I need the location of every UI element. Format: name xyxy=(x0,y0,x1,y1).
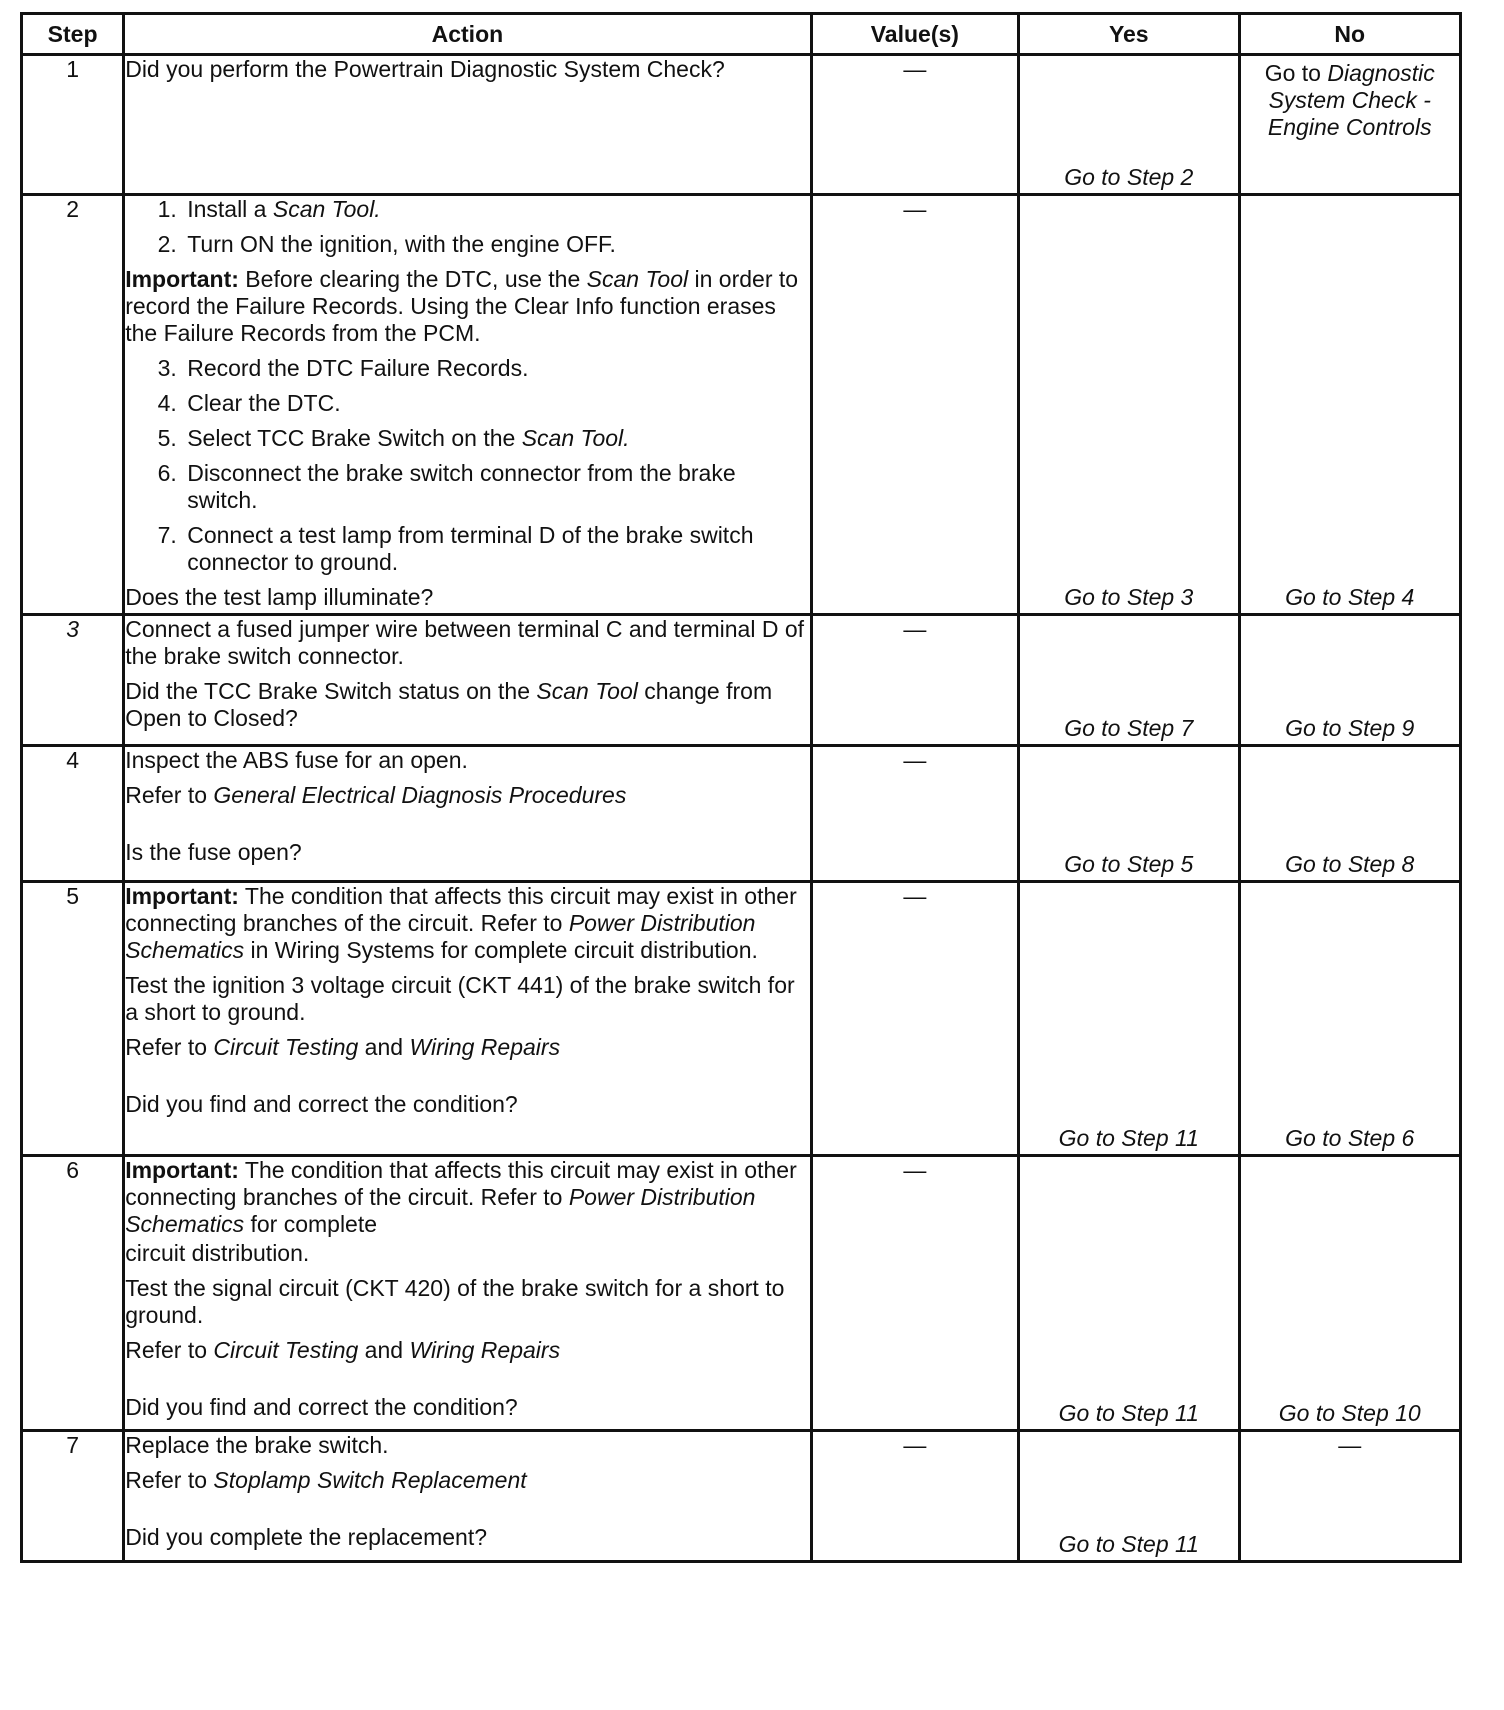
instruction-item: 2. Turn ON the ignition, with the engine OFF. xyxy=(183,231,809,258)
header-step: Step xyxy=(22,14,124,55)
instruction-item: 5. Select TCC Brake Switch on the Scan Tool. xyxy=(183,425,809,452)
action-question: Did you perform the Powertrain Diagnostic System Check? xyxy=(125,56,725,82)
action-text: Test the signal circuit (CKT 420) of the brake switch for a short to ground. xyxy=(125,1275,785,1328)
no-cell xyxy=(1239,882,1461,1156)
table-row xyxy=(22,882,1461,1156)
header-yes: Yes xyxy=(1019,14,1239,55)
action-text: Test the ignition 3 voltage circuit (CKT 441) of the brake switch for a short to ground. xyxy=(125,972,795,1025)
instruction-item: 1. Install a Scan Tool. xyxy=(183,196,809,223)
table-row xyxy=(22,55,1461,195)
instruction-item: 3. Record the DTC Failure Records. xyxy=(183,355,809,382)
yes-goto: Go to Step 3 xyxy=(1064,584,1194,610)
reference-text: Refer to General Electrical Diagnosis Procedures xyxy=(125,782,627,808)
action-cell xyxy=(124,882,811,1156)
no-cell xyxy=(1239,55,1461,195)
diagnostic-table xyxy=(20,12,1462,1563)
action-question: Did you complete the replacement? xyxy=(125,1524,488,1550)
action-cell xyxy=(124,1156,811,1431)
step-number: 6 xyxy=(22,1156,124,1431)
yes-cell xyxy=(1019,882,1239,1156)
step-number: 1 xyxy=(22,55,124,195)
table-row xyxy=(22,195,1461,615)
header-action: Action xyxy=(124,14,811,55)
no-goto: Go to Step 9 xyxy=(1285,715,1415,741)
step-number: 5 xyxy=(22,882,124,1156)
yes-goto: Go to Step 11 xyxy=(1058,1125,1199,1151)
important-note: Important: Before clearing the DTC, use the Scan Tool in order to record the Failure Records. Using the Clear Info function erases the Failure Records from the PCM. xyxy=(125,266,799,346)
yes-cell xyxy=(1019,1431,1239,1562)
no-goto: Go to Step 8 xyxy=(1285,851,1415,877)
yes-cell xyxy=(1019,55,1239,195)
action-cell xyxy=(124,1431,811,1562)
no-goto-prefix: Go to xyxy=(1264,60,1328,86)
instruction-list xyxy=(125,196,809,258)
reference-text: Refer to Circuit Testing and Wiring Repairs xyxy=(125,1337,561,1363)
value-cell: — xyxy=(811,1431,1018,1562)
yes-goto: Go to Step 2 xyxy=(1064,164,1194,190)
yes-cell xyxy=(1019,1156,1239,1431)
yes-cell xyxy=(1019,195,1239,615)
step-number: 2 xyxy=(22,195,124,615)
header-no: No xyxy=(1239,14,1461,55)
header-row xyxy=(22,14,1461,55)
value-cell: — xyxy=(811,615,1018,746)
action-question: Does the test lamp illuminate? xyxy=(125,584,434,610)
yes-goto: Go to Step 7 xyxy=(1064,715,1194,741)
no-goto: Go to Step 4 xyxy=(1285,584,1415,610)
important-note: Important: The condition that affects this circuit may exist in other connecting branches of the circuit. Refer to Power Distribution Schematics in Wiring Systems for complete circuit distribution. xyxy=(125,883,797,963)
no-goto: Go to Step 10 xyxy=(1278,1400,1421,1426)
action-question: Is the fuse open? xyxy=(125,839,302,865)
instruction-item: 4. Clear the DTC. xyxy=(183,390,809,417)
action-text: Inspect the ABS fuse for an open. xyxy=(125,747,468,773)
value-cell: — xyxy=(811,1156,1018,1431)
step-number: 4 xyxy=(22,746,124,882)
no-cell xyxy=(1239,615,1461,746)
table-row xyxy=(22,1431,1461,1562)
important-note: Important: The condition that affects this circuit may exist in other connecting branches of the circuit. Refer to Power Distribution Schematics for complete xyxy=(125,1157,797,1237)
yes-goto: Go to Step 11 xyxy=(1058,1400,1199,1426)
instruction-item: 7. Connect a test lamp from terminal D of the brake switch connector to ground. xyxy=(183,522,809,576)
reference-text: Refer to Stoplamp Switch Replacement xyxy=(125,1467,527,1493)
no-cell xyxy=(1239,195,1461,615)
action-text: Connect a fused jumper wire between terminal C and terminal D of the brake switch connector. xyxy=(125,616,805,669)
no-cell xyxy=(1239,746,1461,882)
header-values: Value(s) xyxy=(811,14,1018,55)
action-cell xyxy=(124,55,811,195)
yes-goto: Go to Step 5 xyxy=(1064,851,1194,877)
value-cell: — xyxy=(811,195,1018,615)
table-row xyxy=(22,615,1461,746)
value-cell: — xyxy=(811,746,1018,882)
action-text: Replace the brake switch. xyxy=(125,1432,389,1458)
important-note-cont: circuit distribution. xyxy=(125,1240,310,1266)
action-question: Did you find and correct the condition? xyxy=(125,1091,518,1117)
instruction-item: 6. Disconnect the brake switch connector from the brake switch. xyxy=(183,460,809,514)
step-number: 3 xyxy=(22,615,124,746)
action-cell xyxy=(124,615,811,746)
no-goto-link: Diagnostic System Check - Engine Controls xyxy=(1267,60,1435,140)
action-question: Did the TCC Brake Switch status on the Scan Tool change from Open to Closed? xyxy=(125,678,773,731)
no-cell xyxy=(1239,1156,1461,1431)
table-row xyxy=(22,1156,1461,1431)
instruction-list xyxy=(125,355,809,576)
action-cell xyxy=(124,195,811,615)
step-number: 7 xyxy=(22,1431,124,1562)
action-cell xyxy=(124,746,811,882)
action-question: Did you find and correct the condition? xyxy=(125,1394,518,1420)
table-row xyxy=(22,746,1461,882)
yes-cell xyxy=(1019,746,1239,882)
value-cell: — xyxy=(811,55,1018,195)
reference-text: Refer to Circuit Testing and Wiring Repairs xyxy=(125,1034,561,1060)
no-cell: — xyxy=(1239,1431,1461,1562)
yes-goto: Go to Step 11 xyxy=(1058,1531,1199,1557)
yes-cell xyxy=(1019,615,1239,746)
no-goto: Go to Step 6 xyxy=(1285,1125,1415,1151)
value-cell: — xyxy=(811,882,1018,1156)
